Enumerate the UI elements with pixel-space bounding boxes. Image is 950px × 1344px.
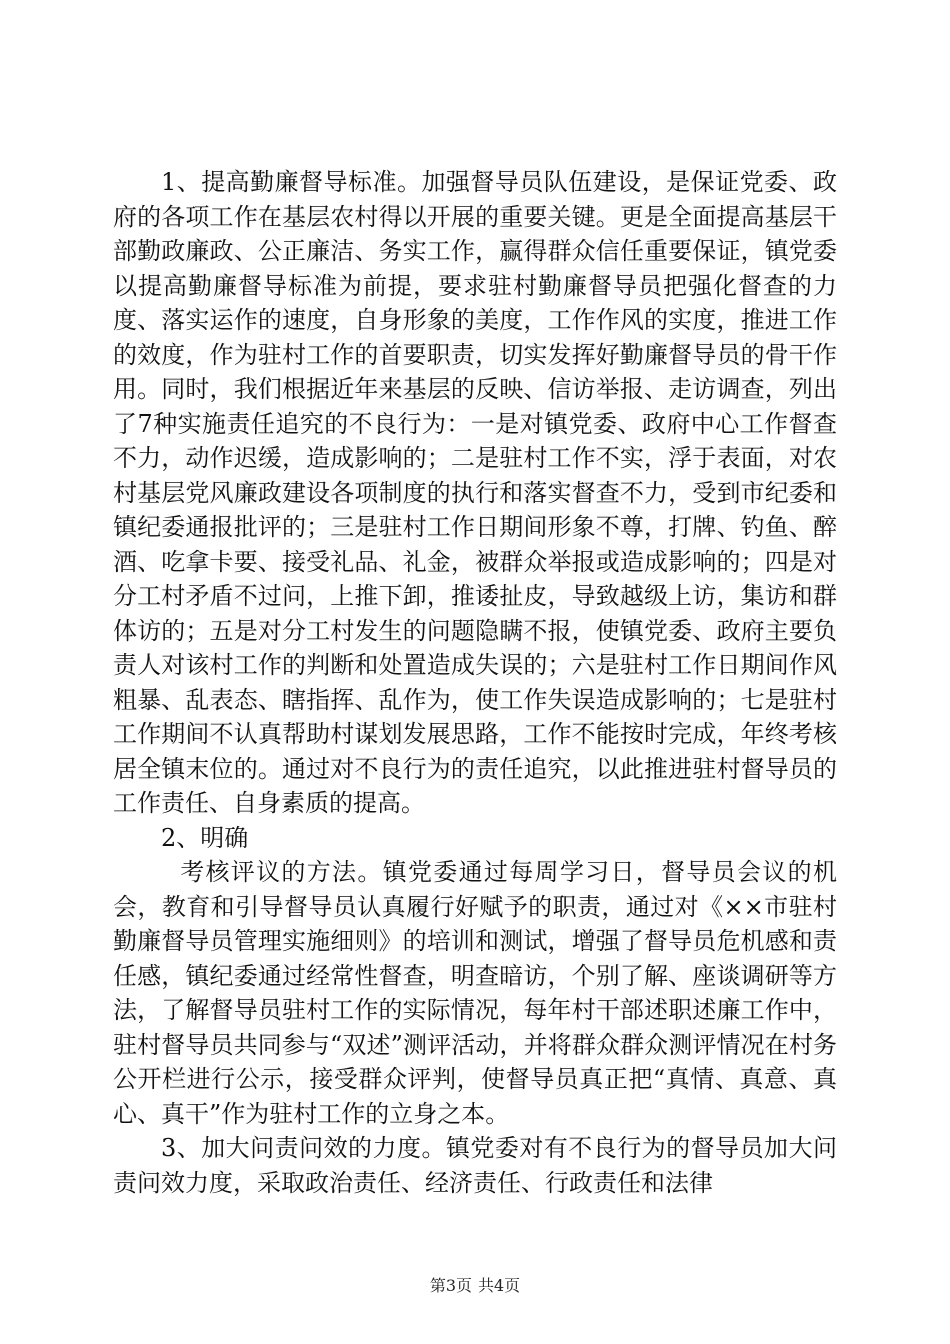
paragraph-accountability: 3、加大问责问效的力度。镇党委对有不良行为的督导员加大问责问效力度，采取政治责任、经济责任、行政责任和法律 <box>113 1134 837 1197</box>
paragraph-evaluation-method: 考核评议的方法。镇党委通过每周学习日，督导员会议的机会，教育和引导督导员认真履行好赋予的职责，通过对《××市驻村勤廉督导员管理实施细则》的培训和测试，增强了督导员危机感和责任感，镇纪委通过经常性督查，明查暗访，个别了解、座谈调研等方法，了解督导员驻村工作的实际情况，每年村干部述职述廉工作中，驻村督导员共同参与“双述”测评活动，并将群众群众测评情况在村务公开栏进行公示，接受群众评判，使督导员真正把“真情、真意、真心、真干”作为驻村工作的立身之本。 <box>113 858 837 1128</box>
page-footer <box>0 1273 950 1296</box>
paragraph-heading-clarify: 2、明确 <box>161 823 249 852</box>
page-number-total: 共4页 <box>478 1276 521 1295</box>
page-number-current: 第3页 <box>429 1276 472 1295</box>
paragraph-standard: 1、提高勤廉督导标准。加强督导员队伍建设，是保证党委、政府的各项工作在基层农村得以开展的重要关键。更是全面提高基层干部勤政廉政、公正廉洁、务实工作，赢得群众信任重要保证，镇党委以提高勤廉督导标准为前提，要求驻村勤廉督导员把强化督查的力度、落实运作的速度，自身形象的美度，工作作风的实度，推进工作的效度，作为驻村工作的首要职责，切实发挥好勤廉督导员的骨干作用。同时，我们根据近年来基层的反映、信访举报、走访调查，列出了7种实施责任追究的不良行为：一是对镇党委、政府中心工作督查不力，动作迟缓，造成影响的；二是驻村工作不实，浮于表面，对农村基层党风廉政建设各项制度的执行和落实督查不力，受到市纪委和镇纪委通报批评的；三是驻村工作日期间形象不尊，打牌、钓鱼、醉酒、吃拿卡要、接受礼品、礼金，被群众举报或造成影响的；四是对分工村矛盾不过问，上推下卸，推诿扯皮，导致越级上访，集访和群体访的；五是对分工村发生的问题隐瞒不报，使镇党委、政府主要负责人对该村工作的判断和处置造成失误的；六是驻村工作日期间作风粗暴、乱表态、瞎指挥、乱作为，使工作失误造成影响的；七是驻村工作期间不认真帮助村谋划发展思路，工作不能按时完成，年终考核居全镇末位的。通过对不良行为的责任追究，以此推进驻村督导员的工作责任、自身素质的提高。 <box>113 168 837 817</box>
document-body <box>113 165 837 1200</box>
